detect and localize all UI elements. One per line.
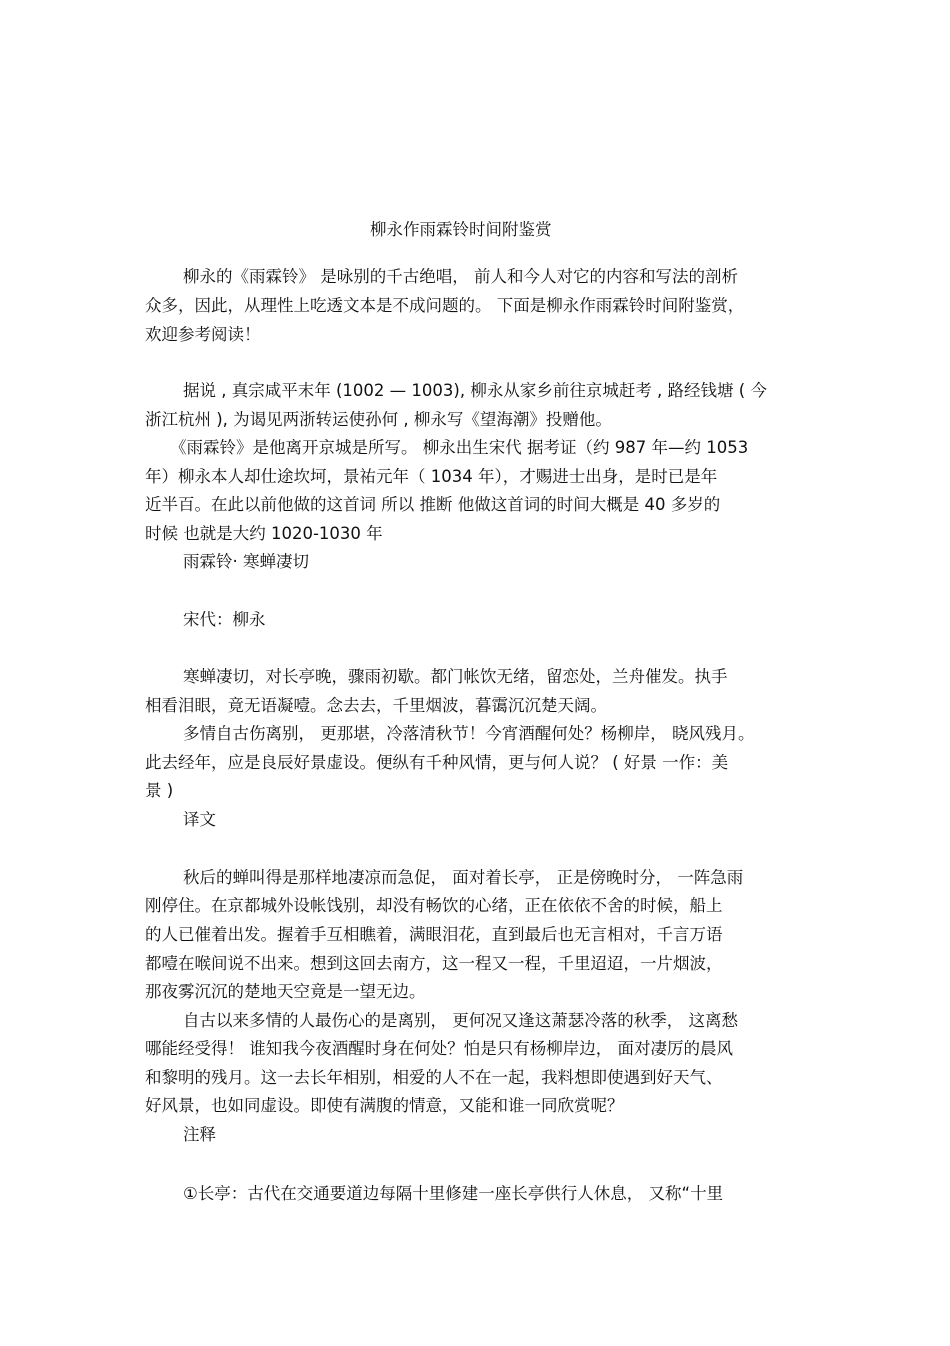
background-line-4: 年）柳永本人却仕途坎坷，景祐元年（ 1034 年），才赐进士出身，是时已是年 [145, 467, 718, 486]
poem-line-4: 此去经年，应是良辰好景虚设。便纵有千种风情，更与何人说？ ( 好景 一作：美 [145, 753, 729, 772]
translation-line-2: 刚停住。在京都城外设帐饯别，却没有畅饮的心绪，正在依依不舍的时候，船上 [145, 896, 723, 915]
background-line-6: 时候 也就是大约 1020-1030 年 [145, 524, 383, 543]
translation-line-6: 自古以来多情的人最伤心的是离别， 更何况又逢这萧瑟冷落的秋季， 这离愁 [183, 1011, 738, 1030]
poem-author: 宋代：柳永 [183, 610, 266, 629]
translation-line-7: 哪能经受得！ 谁知我今夜酒醒时身在何处？怕是只有杨柳岸边， 面对凄厉的晨风 [145, 1039, 733, 1058]
background-line-3: 《雨霖铃》是他离开京城是所写。 柳永出生宋代 据考证（约 987 年—约 1053 [170, 438, 749, 457]
translation-line-1: 秋后的蝉叫得是那样地凄凉而急促， 面对着长亭， 正是傍晚时分， 一阵急雨 [183, 868, 744, 887]
translation-line-3: 的人已催着出发。握着手互相瞧着，满眼泪花，直到最后也无言相对，千言万语 [145, 925, 723, 944]
translation-line-9: 好风景，也如同虚设。即使有满腹的情意，又能和谁一同欣赏呢？ [145, 1096, 624, 1115]
background-line-5: 近半百。在此以前他做的这首词 所以 推断 他做这首词的时间大概是 40 多岁的 [145, 495, 721, 514]
poem-line-5: 景 ) [145, 781, 174, 800]
translation-line-4: 都噎在喉间说不出来。想到这回去南方，这一程又一程，千里迢迢，一片烟波， [145, 954, 723, 973]
background-line-1: 据说 , 真宗咸平末年 (1002 — 1003), 柳永从家乡前往京城赶考 , 路经钱塘 ( 今 [183, 381, 767, 400]
intro-line-1: 柳永的《雨霖铃》 是咏别的千古绝唱， 前人和今人对它的内容和写法的剖析 [183, 267, 738, 286]
poem-title: 雨霖铃· 寒蝉凄切 [183, 552, 309, 571]
poem-line-2: 相看泪眼，竟无语凝噎。念去去，千里烟波，暮霭沉沉楚天阔。 [145, 696, 607, 715]
background-line-2: 浙江杭州 ), 为谒见两浙转运使孙何 , 柳永写《望海潮》投赠他。 [145, 410, 612, 429]
translation-line-8: 和黎明的残月。这一去长年相别，相爱的人不在一起，我料想即使遇到好天气、 [145, 1068, 723, 1087]
document-title: 柳永作雨霖铃时间附鉴赏 [370, 220, 552, 239]
intro-line-3: 欢迎参考阅读！ [145, 325, 261, 344]
poem-line-1: 寒蝉凄切，对长亭晚，骤雨初歇。都门帐饮无绪，留恋处，兰舟催发。执手 [183, 667, 728, 686]
notes-heading: 注释 [183, 1125, 216, 1144]
translation-heading: 译文 [183, 810, 216, 829]
translation-line-5: 那夜雾沉沉的楚地天空竟是一望无边。 [145, 982, 426, 1001]
note-line-1: ①长亭：古代在交通要道边每隔十里修建一座长亭供行人休息， 又称“十里 [183, 1184, 724, 1203]
intro-line-2: 众多，因此，从理性上吃透文本是不成问题的。 下面是柳永作雨霖铃时间附鉴赏， [145, 296, 745, 315]
poem-line-3: 多情自古伤离别， 更那堪，冷落清秋节！今宵酒醒何处？杨柳岸， 晓风残月。 [183, 724, 755, 743]
